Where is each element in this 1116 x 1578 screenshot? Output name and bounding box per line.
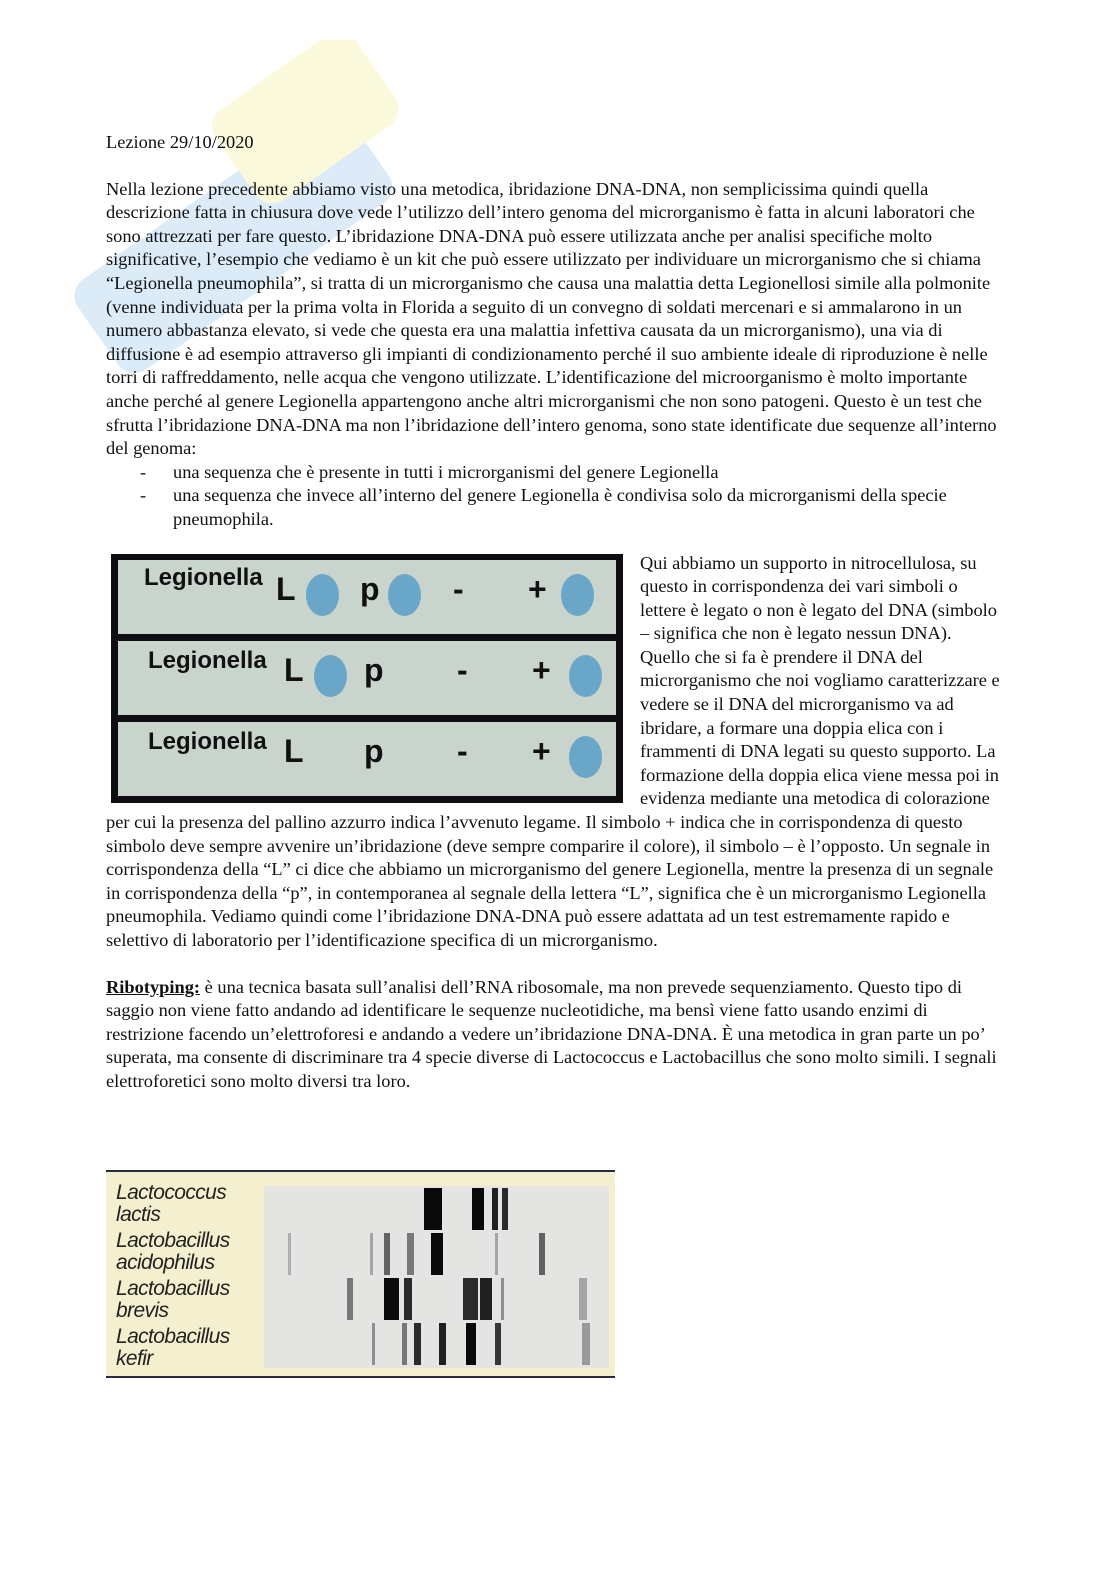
gel-band — [404, 1278, 412, 1320]
symbol-plus: + — [532, 651, 551, 688]
gel-band — [495, 1233, 498, 1275]
document-page — [106, 131, 1006, 1094]
hybridization-dot — [569, 736, 602, 778]
test-strip — [118, 722, 616, 796]
gel-band — [439, 1323, 446, 1365]
symbol-minus: - — [453, 570, 464, 607]
species-label: Lactobacillus kefir — [116, 1325, 230, 1370]
lesson-title: Lezione 29/10/2020 — [106, 132, 254, 152]
gel-band — [501, 1278, 504, 1320]
strip-label: Legionella — [148, 728, 267, 756]
gel-band — [463, 1278, 478, 1320]
gel-band — [407, 1233, 414, 1275]
gel-lanes — [264, 1186, 609, 1368]
gel-band — [579, 1278, 587, 1320]
hybridization-dot — [314, 655, 347, 697]
species-label: Lactobacillus acidophilus — [116, 1229, 230, 1274]
gel-band — [466, 1323, 476, 1365]
gel-band — [582, 1323, 590, 1365]
hybridization-dot — [306, 574, 339, 616]
hybridization-dot — [388, 574, 421, 616]
gel-band — [539, 1233, 545, 1275]
test-strip — [118, 641, 616, 715]
gel-band — [384, 1278, 399, 1320]
symbol-p: p — [364, 651, 384, 688]
gel-band — [424, 1188, 442, 1230]
ribotyping-heading: Ribotyping: — [106, 976, 201, 997]
gel-band — [472, 1188, 484, 1230]
symbol-minus: - — [457, 651, 468, 688]
gel-band — [372, 1323, 375, 1365]
intro-paragraph: Nella lezione precedente abbiamo visto una metodica, ibridazione DNA-DNA, non semplicissima quindi quella descrizione fatta in chiusura dove vede l’utilizzo dell’intero genoma del microrganismo è fatta in alcuni laboratori che sono attrezzati per fare questo. L’ibridazione DNA-DNA può essere utilizzata anche per analisi specifiche molto significative, l’esempio che vediamo è un kit che può essere utilizzato per individuare un microrganismo che si chiama “Legionella pneumophila”, si tratta di un microrganismo che causa una malattia detta Legionellosi simile alla polmonite (venne individuata per la prima volta in Florida a seguito di un convegno di soldati mercenari e si ammalarono in un numero abbastanza elevato, si vede che questa era una malattia infettiva causata da un microrganismo), una via di diffusione è ad esempio attraverso gli impianti di condizionamento perché il suo ambiente ideale di riproduzione è nelle torri di raffreddamento, nelle acqua che vengono utilizzate. L’identificazione del microorganismo è molto importante anche perché al genere Legionella appartengono anche altri microrganismi che non sono patogeni. Questo è un test che sfrutta l’ibridazione DNA-DNA ma non l’ibridazione dell’intero genoma, sono state identificate due sequenze all’interno del genoma: — [106, 178, 997, 459]
legionella-test-strips-figure — [111, 554, 623, 803]
list-item: - una sequenza che invece all’interno del genere Legionella è condivisa solo da microrganismi della specie pneumophila. — [106, 484, 1006, 531]
symbol-L: L — [284, 651, 304, 688]
gel-band — [370, 1233, 373, 1275]
symbol-L: L — [284, 733, 304, 770]
gel-band — [384, 1233, 390, 1275]
symbol-p: p — [364, 733, 384, 770]
symbol-L: L — [276, 570, 296, 607]
symbol-minus: - — [457, 733, 468, 770]
list-item: - una sequenza che è presente in tutti i microrganismi del genere Legionella — [106, 461, 1006, 485]
hybridization-dot — [569, 655, 602, 697]
sequence-list — [106, 461, 1006, 532]
ribotyping-text: è una tecnica basata sull’analisi dell’RNA ribosomale, ma non prevede sequenziamento. Questo tipo di saggio non viene fatto andando ad identificare le sequenze nucleotidiche, ma bensì viene fatto usando enzimi di restrizione facendo un’elettroforesi e andando a vedere un’ibridazione DNA-DNA. È una metodica in gran parte un po’ superata, ma consente di discriminare tra 4 specie diverse di Lactococcus e Lactobacillus che sono molto simili. I segnali elettroforetici sono molto diversi tra loro. — [106, 976, 997, 1091]
hybridization-dot — [561, 574, 594, 616]
strip-label: Legionella — [144, 563, 263, 591]
species-label: Lactococcus lactis — [116, 1181, 227, 1226]
ribotyping-paragraph — [106, 976, 1006, 1094]
gel-band — [288, 1233, 291, 1275]
explanation-paragraph: Qui abbiamo un supporto in nitrocellulosa, su questo in corrispondenza dei vari simboli o lettere è legato o non è legato del DNA (simbolo – significa che non è legato nessun DNA). Quello che si fa è prendere il DNA del microrganismo che noi vogliamo caratterizzare e vedere se il DNA del microrganismo va ad ibridare, a formare una doppia elica con i frammenti di DNA legati su questo supporto. La formazione della doppia elica viene messa poi in evidenza mediante una metodica di colorazione per cui la presenza del pallino azzurro indica l’avvenuto legame. Il simbolo + indica che in corrispondenza di questo simbolo deve sempre avvenire un’ibridazione (deve sempre comparire il colore), il simbolo – è l’opposto. Un segnale in corrispondenza della “L” ci dice che abbiamo un microrganismo del genere Legionella, mentre la presenza di un segnale in corrispondenza della “p”, in contemporanea al segnale della lettera “L”, significa che è un microrganismo Legionella pneumophila. Vediamo quindi come l’ibridazione DNA-DNA può essere adattata ad un test estremamente rapido e selettivo di laboratorio per l’identificazione specifica di un microrganismo. — [106, 552, 1000, 950]
gel-band — [414, 1323, 421, 1365]
strip-label: Legionella — [148, 646, 267, 674]
gel-band — [480, 1278, 492, 1320]
test-strip — [118, 560, 616, 634]
gel-band — [402, 1323, 407, 1365]
ribotyping-gel-figure — [106, 1170, 615, 1378]
symbol-p: p — [360, 570, 380, 607]
species-label: Lactobacillus brevis — [116, 1277, 230, 1322]
gel-band — [431, 1233, 443, 1275]
symbol-plus: + — [532, 733, 551, 770]
symbol-plus: + — [528, 570, 547, 607]
gel-band — [502, 1188, 508, 1230]
gel-band — [347, 1278, 353, 1320]
species-labels — [116, 1182, 230, 1374]
gel-band — [492, 1188, 498, 1230]
gel-band — [495, 1323, 501, 1365]
